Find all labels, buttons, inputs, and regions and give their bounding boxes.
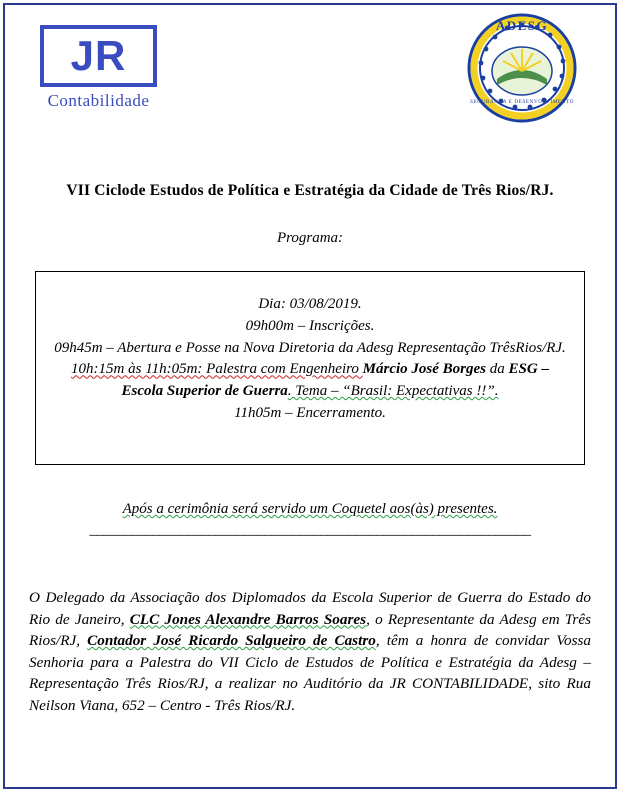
program-palestra-tema: . Tema – “Brasil: Expectativas !!”. (287, 383, 499, 399)
adesg-seal-icon (467, 13, 577, 123)
divider-line: _______________________________________________________________ (89, 522, 531, 538)
program-line-abertura: 09h45m – Abertura e Posse na Nova Diretoria da Adesg Representação TrêsRios/RJ. (54, 339, 566, 356)
invitation-part-1: O Delegado da Associação dos Diplomados da Escola Superior de Guerra do Estado do Rio de Janeiro, (29, 589, 591, 628)
invitation-paragraph (29, 587, 591, 716)
jr-logo-subtitle: Contabilidade (47, 91, 150, 110)
document-content (3, 3, 617, 789)
program-box (35, 271, 585, 465)
program-line-encerramento: 11h05m – Encerramento. (234, 404, 386, 421)
program-palestra-da: da (486, 361, 509, 378)
page-title: VII Ciclode Estudos de Política e Estratégia da Cidade de Três Rios/RJ. (66, 182, 554, 199)
program-line-inscricoes: 09h00m – Inscrições. (245, 317, 375, 334)
program-palestra-esg: ESG – Escola Superior de Guerra (121, 361, 549, 399)
invitation-part-2: , o Representante da Adesg em Três Rios/RJ, (29, 610, 591, 650)
program-palestra-prefix: 10h:15m às 11h:05m: Palestra com Engenheiro (71, 361, 363, 378)
svg-text:ADESG: ADESG (495, 18, 549, 33)
delegate-name: CLC Jones Alexandre Barros Soares (129, 610, 367, 628)
coquetel-text: Após a cerimônia será servido um Coquetel aos(às) presentes. (122, 501, 498, 517)
program-line-palestra (50, 359, 570, 403)
jr-logo-text: JR (70, 32, 127, 79)
program-line-dia: Dia: 03/08/2019. (258, 296, 362, 312)
document-header (3, 3, 617, 138)
invitation-part-3: , têm a honra de convidar Vossa Senhoria para a Palestra do VII Ciclo de Estudos de Política e Estratégia da Adesg – Representação Três Rios/RJ, a realizar no Auditório da JR CONTABILIDADE, sito Rua Neilson Viana, 652 – Centro - Três Rios/RJ. (29, 632, 591, 714)
coquetel-note (3, 501, 617, 518)
jr-contabilidade-logo (40, 25, 157, 117)
jr-logo-box (40, 25, 157, 87)
svg-text:SEGURANCA E DESENVOLVIMENTO: SEGURANCA E DESENVOLVIMENTO (469, 99, 575, 105)
program-palestra-speaker: Márcio José Borges (362, 361, 487, 378)
representative-name: Contador José Ricardo Salgueiro de Castro (87, 632, 376, 650)
programa-label: Programa: (276, 230, 344, 246)
